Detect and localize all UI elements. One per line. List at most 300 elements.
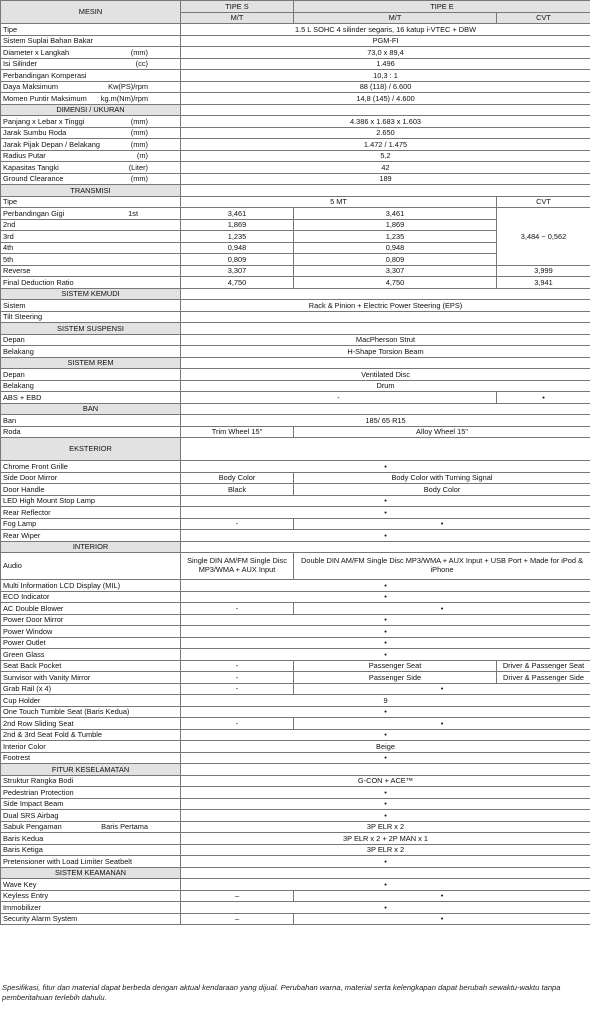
row-label-cell (1, 334, 181, 346)
section-spacer (181, 438, 590, 461)
value-cell: Body Color (181, 472, 294, 484)
row-sublabel: 4th (3, 243, 14, 253)
value-cell: 3,307 (294, 265, 497, 277)
table-row (1, 518, 590, 530)
value-cell: 1,235 (294, 231, 497, 243)
row-label-cell (1, 173, 181, 185)
section-spacer (181, 764, 590, 776)
row-label-cell (1, 495, 181, 507)
row-sublabel: 3rd (3, 231, 14, 241)
table-row (1, 162, 590, 174)
value-cell: Single DIN AM/FM Single Disc MP3/WMA + AUX Input (181, 553, 294, 580)
value-cell: 3,461 (181, 208, 294, 220)
header-tipe-s: TIPE S (181, 1, 294, 13)
table-row (1, 752, 590, 764)
row-label: Door Handle (3, 484, 45, 494)
value-cell: • (181, 798, 590, 810)
row-unit: (mm) (130, 174, 148, 184)
row-label-cell (1, 890, 181, 902)
table-row (1, 507, 590, 519)
row-label-cell (1, 833, 181, 845)
row-label-cell (1, 208, 181, 220)
row-label: Daya Maksimum (3, 82, 59, 92)
row-sublabel: 2nd (3, 220, 16, 230)
row-label: Side Door Mirror (3, 473, 58, 483)
table-row (1, 626, 590, 638)
value-cell: • (181, 461, 590, 473)
row-label-cell (1, 116, 181, 128)
table-row (1, 472, 590, 484)
table-row (1, 890, 590, 902)
section-header-row (1, 764, 590, 776)
row-label-cell (1, 706, 181, 718)
row-label-cell (1, 810, 181, 822)
table-row (1, 706, 590, 718)
value-cell: – (181, 913, 294, 925)
row-label: Audio (3, 560, 22, 570)
value-cell: CVT (497, 196, 590, 208)
value-cell: Ventilated Disc (181, 369, 590, 381)
value-cell: Black (181, 484, 294, 496)
value-cell: Passenger Side (294, 672, 497, 684)
table-row (1, 729, 590, 741)
row-label: Ground Clearance (3, 174, 64, 184)
row-label-cell (1, 311, 181, 323)
row-label: Wave Key (3, 879, 37, 889)
row-label: Panjang x Lebar x Tinggi (3, 116, 85, 126)
value-cell: 4,750 (294, 277, 497, 289)
table-row (1, 35, 590, 47)
value-cell: 0,809 (181, 254, 294, 266)
section-header-row (1, 403, 590, 415)
value-cell: • (294, 683, 590, 695)
row-label: Keyless Entry (3, 891, 49, 901)
header-mt-e: M/T (294, 12, 497, 24)
table-row (1, 81, 590, 93)
row-label: Pedestrian Protection (3, 787, 74, 797)
table-row (1, 300, 590, 312)
row-label: One Touch Tumble Seat (Baris Kedua) (3, 707, 130, 717)
row-label: Sabuk Pengaman (3, 822, 62, 832)
value-cell: 3P ELR x 2 (181, 821, 590, 833)
row-label-cell (1, 219, 181, 231)
row-label: Sistem Suplai Bahan Bakar (3, 36, 93, 46)
row-label: Chrome Front Grille (3, 461, 68, 471)
table-row (1, 902, 590, 914)
row-label: Pretensioner with Load Limiter Seatbelt (3, 856, 132, 866)
row-label: Multi Information LCD Display (MIL) (3, 580, 121, 590)
row-label-cell (1, 242, 181, 254)
value-cell: 88 (118) / 6.600 (181, 81, 590, 93)
row-label: Sunvisor with Vanity Mirror (3, 672, 91, 682)
value-cell: • (497, 392, 590, 404)
row-label-cell (1, 913, 181, 925)
value-cell: • (181, 649, 590, 661)
row-label: Jarak Sumbu Roda (3, 128, 67, 138)
row-label-cell (1, 150, 181, 162)
value-cell: Passenger Seat (294, 660, 497, 672)
value-cell: • (294, 603, 590, 615)
value-cell: • (181, 507, 590, 519)
row-label-cell (1, 591, 181, 603)
table-row (1, 24, 590, 36)
row-label: Tipe (3, 197, 18, 207)
row-label-cell (1, 380, 181, 392)
row-label: 2nd & 3rd Seat Fold & Tumble (3, 730, 103, 740)
table-row (1, 426, 590, 438)
row-label: Kapasitas Tangki (3, 162, 59, 172)
row-label: Rear Reflector (3, 507, 51, 517)
row-label-cell (1, 47, 181, 59)
value-cell: • (181, 810, 590, 822)
row-unit: Baris Pertama (101, 822, 148, 832)
value-cell: - (181, 392, 497, 404)
table-row (1, 672, 590, 684)
value-cell: - (181, 603, 294, 615)
row-label: Perbandingan Komperasi (3, 70, 87, 80)
table-row (1, 913, 590, 925)
table-row (1, 844, 590, 856)
table-row (1, 93, 590, 105)
section-header-row (1, 288, 590, 300)
value-cell: 1,235 (181, 231, 294, 243)
row-label-cell (1, 231, 181, 243)
section-spacer (181, 288, 590, 300)
section-spacer (181, 867, 590, 879)
value-cell: 3,999 (497, 265, 590, 277)
value-cell: H-Shape Torsion Beam (181, 346, 590, 358)
value-cell: • (181, 787, 590, 799)
value-cell: G-CON + ACE™ (181, 775, 590, 787)
row-label: Power Window (3, 626, 53, 636)
row-label: AC Double Blower (3, 603, 64, 613)
value-cell: - (181, 518, 294, 530)
table-row (1, 346, 590, 358)
table-row (1, 139, 590, 151)
header-mt-s: M/T (181, 12, 294, 24)
table-row (1, 530, 590, 542)
value-cell: - (181, 672, 294, 684)
row-unit: (mm) (130, 116, 148, 126)
value-cell: Drum (181, 380, 590, 392)
section-spacer (181, 403, 590, 415)
value-cell: 3,307 (181, 265, 294, 277)
table-row (1, 415, 590, 427)
table-row (1, 277, 590, 289)
row-label: Depan (3, 335, 25, 345)
value-cell: 185/ 65 R15 (181, 415, 590, 427)
value-cell: • (181, 856, 590, 868)
row-label-cell (1, 844, 181, 856)
value-cell: 1.472 / 1.475 (181, 139, 590, 151)
row-label: Jarak Pijak Depan / Belakang (3, 139, 100, 149)
section-header-row (1, 357, 590, 369)
table-row (1, 821, 590, 833)
section-header-row (1, 323, 590, 335)
table-row (1, 614, 590, 626)
row-label-cell (1, 821, 181, 833)
table-row (1, 484, 590, 496)
table-row (1, 833, 590, 845)
row-label-cell (1, 507, 181, 519)
section-spacer (181, 104, 590, 116)
header-tipe-e: TIPE E (294, 1, 590, 13)
table-row (1, 775, 590, 787)
row-label: Dual SRS Airbag (3, 810, 59, 820)
row-label: Diameter x Langkah (3, 47, 70, 57)
row-label: ABS + EBD (3, 392, 42, 402)
table-row (1, 660, 590, 672)
table-row (1, 173, 590, 185)
row-label-cell (1, 879, 181, 891)
row-label-cell (1, 626, 181, 638)
row-label-cell (1, 518, 181, 530)
row-sublabel: 5th (3, 254, 14, 264)
table-row (1, 47, 590, 59)
value-cell: • (181, 902, 590, 914)
value-cell: Driver & Passenger Seat (497, 660, 590, 672)
value-cell: 5 MT (181, 196, 497, 208)
value-cell: 1.496 (181, 58, 590, 70)
value-cell: • (181, 614, 590, 626)
section-title: SISTEM KEAMANAN (1, 867, 181, 879)
table-row (1, 127, 590, 139)
table-row (1, 265, 590, 277)
row-unit: (mm) (130, 128, 148, 138)
row-label: Depan (3, 369, 25, 379)
table-row (1, 150, 590, 162)
row-label-cell (1, 162, 181, 174)
row-label: Sistem (3, 300, 26, 310)
row-label-cell (1, 346, 181, 358)
row-label-cell (1, 300, 181, 312)
row-label-cell (1, 787, 181, 799)
table-row (1, 380, 590, 392)
table-row (1, 392, 590, 404)
row-label: Roda (3, 427, 21, 437)
table-row (1, 461, 590, 473)
value-cell: • (181, 580, 590, 592)
row-label: Rear Wiper (3, 530, 41, 540)
row-label: Belakang (3, 381, 34, 391)
table-row (1, 495, 590, 507)
row-label-cell (1, 392, 181, 404)
table-row (1, 311, 590, 323)
value-cell: - (181, 683, 294, 695)
value-cell: • (181, 530, 590, 542)
row-label-cell (1, 70, 181, 82)
row-label-cell (1, 127, 181, 139)
row-label-cell (1, 24, 181, 36)
row-label-cell (1, 58, 181, 70)
table-row (1, 591, 590, 603)
row-label: Green Glass (3, 649, 45, 659)
row-sublabel: Baris Kedua (3, 833, 44, 843)
row-label-cell (1, 741, 181, 753)
table-row (1, 116, 590, 128)
row-label: 2nd Row Sliding Seat (3, 718, 74, 728)
row-label-cell (1, 265, 181, 277)
section-header-row (1, 541, 590, 553)
table-row (1, 637, 590, 649)
value-cell: Beige (181, 741, 590, 753)
value-cell: • (294, 718, 590, 730)
table-row (1, 683, 590, 695)
table-row (1, 856, 590, 868)
row-label: Grab Rail (x 4) (3, 684, 52, 694)
section-title: INTERIOR (1, 541, 181, 553)
value-cell: - (181, 660, 294, 672)
row-label: Belakang (3, 346, 34, 356)
value-cell: 73,0 x 89,4 (181, 47, 590, 59)
row-unit: Kw(PS)/rpm (108, 82, 148, 92)
value-cell: 42 (181, 162, 590, 174)
row-label: ECO Indicator (3, 592, 50, 602)
value-cell: 10,3 : 1 (181, 70, 590, 82)
value-cell: • (181, 637, 590, 649)
section-header-row (1, 438, 590, 461)
value-cell: Trim Wheel 15" (181, 426, 294, 438)
value-cell: Rack & Pinion + Electric Power Steering (EPS) (181, 300, 590, 312)
row-label-cell (1, 695, 181, 707)
row-label-cell (1, 902, 181, 914)
row-label-cell (1, 614, 181, 626)
row-label-cell (1, 718, 181, 730)
section-title: SISTEM KEMUDI (1, 288, 181, 300)
row-label: Isi Silinder (3, 59, 38, 69)
value-cell: • (181, 706, 590, 718)
section-title: SISTEM REM (1, 357, 181, 369)
value-cell: MacPherson Strut (181, 334, 590, 346)
header-mesin: MESIN (1, 1, 181, 24)
row-label-cell (1, 461, 181, 473)
section-title: FITUR KESELAMATAN (1, 764, 181, 776)
row-unit: (mm) (130, 47, 148, 57)
row-label-cell (1, 93, 181, 105)
section-title: SISTEM SUSPENSI (1, 323, 181, 335)
value-cell: 9 (181, 695, 590, 707)
section-spacer (181, 357, 590, 369)
value-cell: 5,2 (181, 150, 590, 162)
row-label-cell (1, 729, 181, 741)
value-cell: - (181, 718, 294, 730)
row-label-cell (1, 553, 181, 580)
value-cell: 0,809 (294, 254, 497, 266)
table-row (1, 718, 590, 730)
section-spacer (181, 541, 590, 553)
row-label: Footrest (3, 753, 31, 763)
row-label-cell (1, 752, 181, 764)
value-cell: • (181, 495, 590, 507)
row-label-cell (1, 798, 181, 810)
row-label-cell (1, 649, 181, 661)
row-sublabel: Baris Ketiga (3, 845, 43, 855)
row-label-cell (1, 672, 181, 684)
value-cell: 3P ELR x 2 + 2P MAN x 1 (181, 833, 590, 845)
header-cvt: CVT (497, 12, 590, 24)
row-label: Tilt Steering (3, 312, 43, 322)
value-cell: • (294, 518, 590, 530)
row-label: Perbandingan Gigi (3, 208, 65, 218)
value-cell: 14,8 (145) / 4.600 (181, 93, 590, 105)
value-cell: Body Color with Turning Signal (294, 472, 590, 484)
row-unit: (cc) (135, 59, 148, 69)
row-label: Immobilizer (3, 902, 41, 912)
value-cell: 3,461 (294, 208, 497, 220)
section-title: EKSTERIOR (1, 438, 181, 461)
row-unit: kg.m(Nm)/rpm (100, 93, 148, 103)
row-label: Momen Puntir Maksimum (3, 93, 87, 103)
table-row (1, 741, 590, 753)
value-cell: 189 (181, 173, 590, 185)
row-label-cell (1, 603, 181, 615)
table-row (1, 649, 590, 661)
row-label: Security Alarm System (3, 914, 78, 924)
row-label-cell (1, 683, 181, 695)
row-label: Seat Back Pocket (3, 661, 62, 671)
row-label-cell (1, 530, 181, 542)
row-label-cell (1, 35, 181, 47)
row-unit: 1st (128, 208, 138, 218)
value-cell: • (181, 591, 590, 603)
section-spacer (181, 323, 590, 335)
value-cell: 4.386 x 1.683 x 1.603 (181, 116, 590, 128)
row-label: Side Impact Beam (3, 799, 64, 809)
row-label-cell (1, 856, 181, 868)
table-row (1, 580, 590, 592)
table-row (1, 70, 590, 82)
row-label: Ban (3, 415, 17, 425)
spec-body (1, 24, 590, 925)
row-label-cell (1, 369, 181, 381)
value-cell: • (294, 913, 590, 925)
section-spacer (181, 185, 590, 197)
table-row (1, 695, 590, 707)
table-row (1, 58, 590, 70)
value-cell: Body Color (294, 484, 590, 496)
row-label: Power Door Mirror (3, 615, 64, 625)
row-label: Cup Holder (3, 695, 41, 705)
row-label-cell (1, 580, 181, 592)
value-cell: 1,869 (294, 219, 497, 231)
row-unit: (Liter) (128, 162, 148, 172)
row-label: Radius Putar (3, 151, 46, 161)
value-cell: • (181, 879, 590, 891)
table-row (1, 208, 590, 220)
row-label-cell (1, 775, 181, 787)
row-sublabel: Reverse (3, 266, 31, 276)
value-cell: 2.650 (181, 127, 590, 139)
row-label-cell (1, 426, 181, 438)
value-cell: 4,750 (181, 277, 294, 289)
value-cell: 3P ELR x 2 (181, 844, 590, 856)
row-unit: (mm) (130, 139, 148, 149)
row-label-cell (1, 139, 181, 151)
value-cell: Driver & Passenger Side (497, 672, 590, 684)
row-label-cell (1, 254, 181, 266)
value-cell: 1.5 L SOHC 4 silinder segaris, 16 katup i-VTEC + DBW (181, 24, 590, 36)
row-label: Tipe (3, 24, 18, 34)
row-label-cell (1, 81, 181, 93)
row-label: Interior Color (3, 741, 46, 751)
row-label-cell (1, 637, 181, 649)
table-row (1, 196, 590, 208)
row-label-cell (1, 660, 181, 672)
table-row (1, 603, 590, 615)
value-cell: 3,484 ~ 0,562 (497, 208, 590, 266)
row-label-cell (1, 472, 181, 484)
value-cell: 1,869 (181, 219, 294, 231)
